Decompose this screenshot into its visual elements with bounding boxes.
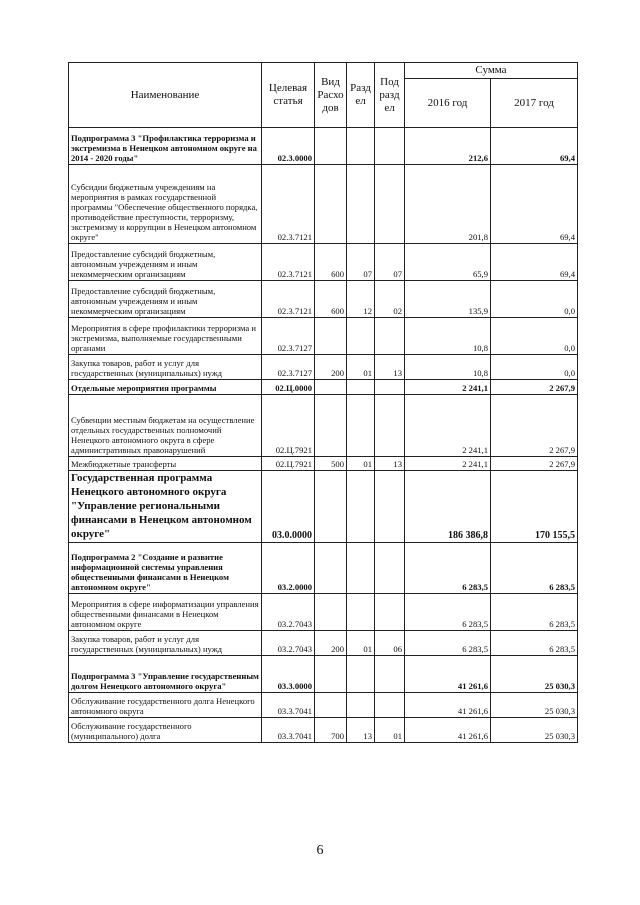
header-section: Разд ел xyxy=(347,63,375,128)
row-expense-type: 700 xyxy=(315,718,347,743)
row-expense-type xyxy=(315,471,347,543)
row-name: Межбюджетные трансферты xyxy=(69,457,262,471)
table-row xyxy=(69,281,578,318)
row-subsection: 13 xyxy=(375,355,405,380)
row-sum-2016: 41 261,6 xyxy=(405,718,491,743)
table-row xyxy=(69,128,578,165)
header-sum: Сумма xyxy=(405,63,578,79)
row-name: Отдельные мероприятия программы xyxy=(69,380,262,395)
row-sum-2016: 10,8 xyxy=(405,318,491,355)
row-name: Субсидии бюджетным учреждениям на мероприятия в рамках государственной программы "Обеспечение общественного порядка, противодействие преступности, терроризму, экстремизму и коррупции в Ненецком автономном округе" xyxy=(69,165,262,244)
row-subsection xyxy=(375,165,405,244)
budget-table xyxy=(68,62,578,743)
row-sum-2016: 2 241,1 xyxy=(405,457,491,471)
row-section: 13 xyxy=(347,718,375,743)
row-subsection: 13 xyxy=(375,457,405,471)
row-subsection xyxy=(375,318,405,355)
row-target-article: 03.3.7041 xyxy=(262,693,315,718)
row-sum-2016: 2 241,1 xyxy=(405,380,491,395)
row-section xyxy=(347,128,375,165)
row-sum-2017: 25 030,3 xyxy=(491,718,578,743)
row-target-article: 02.Ц.0000 xyxy=(262,380,315,395)
row-sum-2016: 135,9 xyxy=(405,281,491,318)
header-expense-type: Вид Расхо дов xyxy=(315,63,347,128)
header-year-2017: 2017 год xyxy=(491,79,578,128)
row-section xyxy=(347,693,375,718)
header-target-article: Целевая статья xyxy=(262,63,315,128)
row-expense-type xyxy=(315,318,347,355)
row-sum-2017: 2 267,9 xyxy=(491,395,578,457)
row-sum-2017: 6 283,5 xyxy=(491,594,578,631)
row-sum-2016: 201,8 xyxy=(405,165,491,244)
header-year-2016: 2016 год xyxy=(405,79,491,128)
row-sum-2016: 2 241,1 xyxy=(405,395,491,457)
row-section: 01 xyxy=(347,457,375,471)
row-sum-2016: 6 283,5 xyxy=(405,631,491,656)
row-section: 12 xyxy=(347,281,375,318)
row-sum-2017: 25 030,3 xyxy=(491,656,578,693)
row-target-article: 02.3.7127 xyxy=(262,355,315,380)
row-section: 01 xyxy=(347,355,375,380)
row-name: Мероприятия в сфере профилактики терроризма и экстремизма, выполняемые государственными органами xyxy=(69,318,262,355)
table-row xyxy=(69,594,578,631)
row-section xyxy=(347,543,375,594)
row-sum-2017: 170 155,5 xyxy=(491,471,578,543)
row-expense-type xyxy=(315,395,347,457)
row-target-article: 03.2.0000 xyxy=(262,543,315,594)
row-sum-2017: 0,0 xyxy=(491,318,578,355)
page-number: 6 xyxy=(316,843,324,858)
row-target-article: 02.3.7121 xyxy=(262,281,315,318)
table-row xyxy=(69,355,578,380)
row-section xyxy=(347,395,375,457)
row-subsection xyxy=(375,471,405,543)
table-row xyxy=(69,693,578,718)
row-expense-type xyxy=(315,693,347,718)
row-name: Закупка товаров, работ и услуг для государственных (муниципальных) нужд xyxy=(69,355,262,380)
row-expense-type xyxy=(315,594,347,631)
row-target-article: 02.3.7121 xyxy=(262,244,315,281)
row-expense-type xyxy=(315,543,347,594)
row-sum-2016: 65,9 xyxy=(405,244,491,281)
row-expense-type xyxy=(315,656,347,693)
row-section xyxy=(347,318,375,355)
row-name: Субвенции местным бюджетам на осуществление отдельных государственных полномочий Ненецкого автономного округа в сфере административных правонарушений xyxy=(69,395,262,457)
row-sum-2017: 69,4 xyxy=(491,244,578,281)
row-sum-2016: 41 261,6 xyxy=(405,693,491,718)
row-subsection xyxy=(375,543,405,594)
row-section: 07 xyxy=(347,244,375,281)
table-row xyxy=(69,318,578,355)
row-target-article: 02.3.7127 xyxy=(262,318,315,355)
row-sum-2017: 6 283,5 xyxy=(491,631,578,656)
row-subsection xyxy=(375,693,405,718)
row-target-article: 03.2.7043 xyxy=(262,631,315,656)
row-expense-type: 600 xyxy=(315,281,347,318)
row-sum-2016: 10,8 xyxy=(405,355,491,380)
row-name: Предоставление субсидий бюджетным, автономным учреждениям и иным некоммерческим организациям xyxy=(69,244,262,281)
table-body xyxy=(69,128,578,743)
row-name: Обслуживание государственного долга Ненецкого автономного округа xyxy=(69,693,262,718)
row-sum-2017: 2 267,9 xyxy=(491,380,578,395)
row-name: Мероприятия в сфере информатизации управления общественными финансами в Ненецком автономном округе xyxy=(69,594,262,631)
row-sum-2017: 0,0 xyxy=(491,281,578,318)
header-subsection: Под разд ел xyxy=(375,63,405,128)
row-target-article: 02.Ц.7921 xyxy=(262,457,315,471)
row-section xyxy=(347,471,375,543)
table-row xyxy=(69,380,578,395)
row-sum-2016: 6 283,5 xyxy=(405,543,491,594)
table-row xyxy=(69,244,578,281)
row-sum-2017: 6 283,5 xyxy=(491,543,578,594)
row-expense-type: 500 xyxy=(315,457,347,471)
row-sum-2017: 69,4 xyxy=(491,128,578,165)
row-sum-2016: 41 261,6 xyxy=(405,656,491,693)
row-sum-2017: 2 267,9 xyxy=(491,457,578,471)
table-row xyxy=(69,656,578,693)
row-target-article: 03.0.0000 xyxy=(262,471,315,543)
row-name: Предоставление субсидий бюджетным, автономным учреждениям и иным некоммерческим организациям xyxy=(69,281,262,318)
row-expense-type xyxy=(315,165,347,244)
row-name: Подпрограмма 2 "Создание и развитие информационной системы управления общественными финансами в Ненецком автономном округе" xyxy=(69,543,262,594)
row-subsection xyxy=(375,594,405,631)
row-subsection xyxy=(375,395,405,457)
row-name: Подпрограмма 3 "Профилактика терроризма и экстремизма в Ненецком автономном округе на 2014 - 2020 годы" xyxy=(69,128,262,165)
row-sum-2017: 69,4 xyxy=(491,165,578,244)
row-subsection: 06 xyxy=(375,631,405,656)
header-name: Наименование xyxy=(69,63,262,128)
table-row xyxy=(69,457,578,471)
row-section xyxy=(347,594,375,631)
table-row xyxy=(69,395,578,457)
row-target-article: 02.Ц.7921 xyxy=(262,395,315,457)
row-target-article: 02.3.0000 xyxy=(262,128,315,165)
row-sum-2017: 25 030,3 xyxy=(491,693,578,718)
row-name: Закупка товаров, работ и услуг для государственных (муниципальных) нужд xyxy=(69,631,262,656)
row-target-article: 02.3.7121 xyxy=(262,165,315,244)
row-name: Обслуживание государственного (муниципального) долга xyxy=(69,718,262,743)
row-subsection: 02 xyxy=(375,281,405,318)
row-expense-type: 600 xyxy=(315,244,347,281)
table-row xyxy=(69,543,578,594)
row-section: 01 xyxy=(347,631,375,656)
row-subsection xyxy=(375,380,405,395)
row-subsection: 07 xyxy=(375,244,405,281)
row-sum-2016: 186 386,8 xyxy=(405,471,491,543)
row-sum-2016: 212,6 xyxy=(405,128,491,165)
table-row xyxy=(69,631,578,656)
row-target-article: 03.3.7041 xyxy=(262,718,315,743)
row-target-article: 03.2.7043 xyxy=(262,594,315,631)
row-target-article: 03.3.0000 xyxy=(262,656,315,693)
row-subsection xyxy=(375,128,405,165)
row-subsection: 01 xyxy=(375,718,405,743)
row-sum-2016: 6 283,5 xyxy=(405,594,491,631)
row-section xyxy=(347,656,375,693)
row-expense-type xyxy=(315,380,347,395)
row-section xyxy=(347,165,375,244)
table-row xyxy=(69,165,578,244)
row-expense-type: 200 xyxy=(315,631,347,656)
table-row xyxy=(69,718,578,743)
table-row xyxy=(69,471,578,543)
row-expense-type xyxy=(315,128,347,165)
row-subsection xyxy=(375,656,405,693)
row-section xyxy=(347,380,375,395)
row-expense-type: 200 xyxy=(315,355,347,380)
row-name: Подпрограмма 3 "Управление государственным долгом Ненецкого автономного округа" xyxy=(69,656,262,693)
row-sum-2017: 0,0 xyxy=(491,355,578,380)
row-name: Государственная программа Ненецкого автономного округа "Управление региональными финансами в Ненецком автономном округе" xyxy=(69,471,262,543)
